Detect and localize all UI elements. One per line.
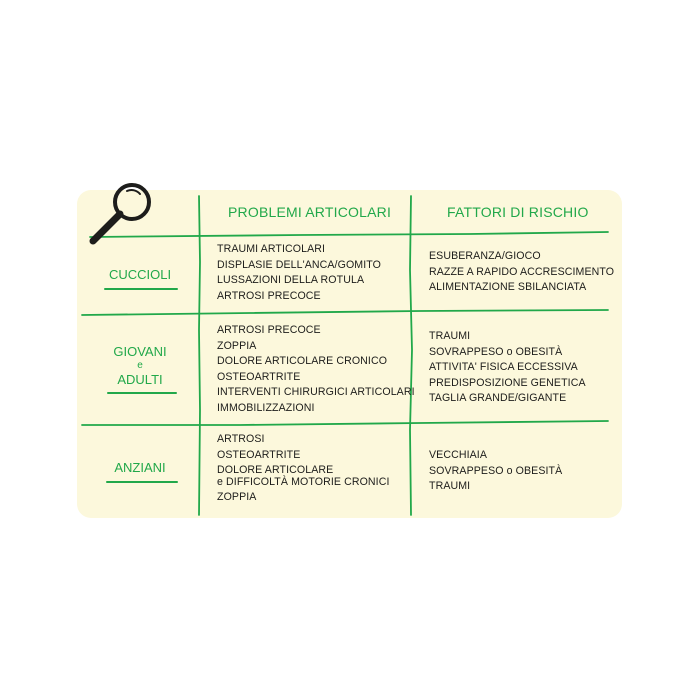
problems-cuccioli bbox=[217, 242, 381, 304]
list-item: OSTEOARTRITE bbox=[217, 370, 301, 383]
row-label-giovani-adulti: GIOVANI e ADULTI bbox=[113, 344, 167, 387]
row-label-underline bbox=[104, 288, 178, 290]
row-label-underline bbox=[107, 392, 177, 394]
list-item: TRAUMI ARTICOLARI bbox=[217, 243, 326, 255]
header-problems: PROBLEMI ARTICOLARI bbox=[228, 204, 392, 220]
list-item: DISPLASIE DELL'ANCA/GOMITO bbox=[217, 258, 381, 271]
row-label-underline bbox=[106, 481, 178, 483]
problems-giovani-adulti bbox=[217, 323, 415, 416]
list-item: TRAUMI bbox=[429, 480, 471, 492]
list-item: SOVRAPPESO o OBESITÀ bbox=[429, 345, 563, 358]
row-divider-1 bbox=[82, 310, 608, 315]
magnifying-glass-icon bbox=[86, 178, 158, 250]
list-item: ARTROSI PRECOCE bbox=[217, 324, 321, 336]
list-item: PREDISPOSIZIONE GENETICA bbox=[429, 376, 586, 389]
list-item: ARTROSI PRECOCE bbox=[217, 289, 321, 302]
problems-anziani bbox=[217, 432, 390, 506]
list-item: IMMOBILIZZAZIONI bbox=[217, 401, 315, 414]
list-item: SOVRAPPESO o OBESITÀ bbox=[429, 464, 563, 477]
list-item: ALIMENTAZIONE SBILANCIATA bbox=[429, 281, 587, 293]
row-label-cuccioli: CUCCIOLI bbox=[108, 267, 172, 282]
row-divider-header bbox=[90, 232, 608, 237]
list-item: RAZZE A RAPIDO ACCRESCIMENTO bbox=[429, 265, 615, 278]
row-label-anziani: ANZIANI bbox=[114, 460, 166, 475]
risks-giovani-adulti bbox=[429, 329, 586, 407]
risks-anziani bbox=[429, 448, 562, 495]
list-item: LUSSAZIONI DELLA ROTULA bbox=[217, 274, 365, 286]
list-item: ESUBERANZA/GIOCO bbox=[429, 250, 541, 262]
list-item: VECCHIAIA bbox=[429, 449, 488, 461]
column-divider-1 bbox=[199, 196, 200, 515]
list-item: ZOPPIA bbox=[217, 339, 257, 352]
list-item: e DIFFICOLTÀ MOTORIE CRONICI bbox=[217, 476, 390, 488]
list-item: ARTROSI bbox=[217, 433, 265, 445]
list-item: DOLORE ARTICOLARE CRONICO bbox=[217, 355, 388, 367]
row-divider-2 bbox=[82, 421, 608, 425]
list-item: TRAUMI bbox=[429, 330, 471, 342]
list-item: ATTIVITA' FISICA ECCESSIVA bbox=[429, 361, 578, 373]
header-risks: FATTORI DI RISCHIO bbox=[447, 204, 589, 220]
list-item: ZOPPIA bbox=[217, 491, 257, 503]
risks-cuccioli bbox=[429, 249, 614, 296]
list-item: TAGLIA GRANDE/GIGANTE bbox=[429, 392, 567, 404]
list-item: DOLORE ARTICOLARE bbox=[217, 464, 334, 476]
list-item: INTERVENTI CHIRURGICI ARTICOLARI bbox=[217, 386, 415, 398]
list-item: OSTEOARTRITE bbox=[217, 448, 301, 461]
